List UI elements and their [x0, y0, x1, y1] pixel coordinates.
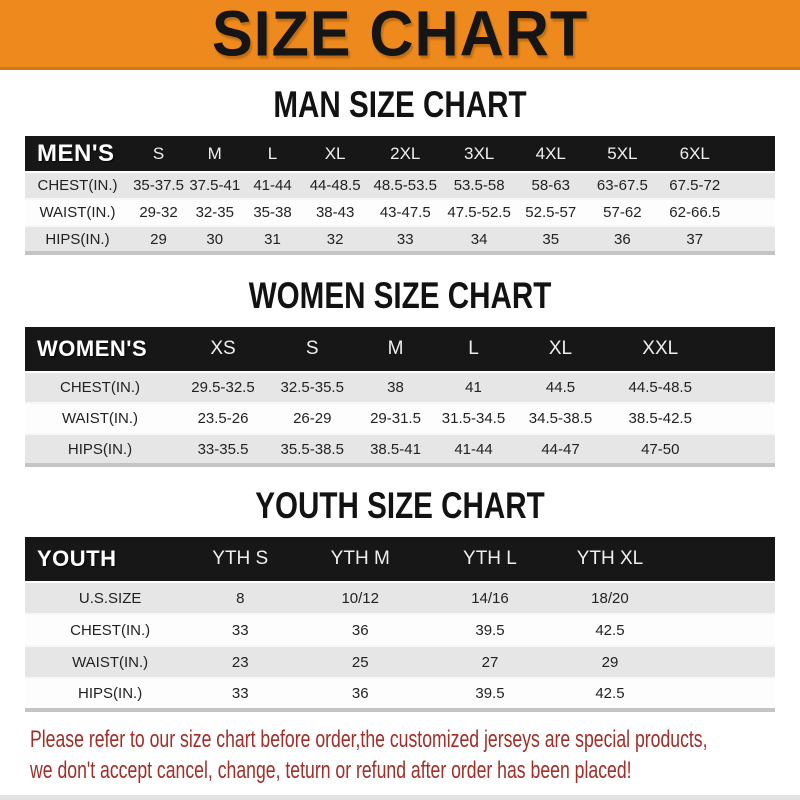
filler-cell: [731, 199, 775, 226]
filler-cell: [675, 582, 775, 614]
size-value-cell: 63-67.5: [596, 177, 648, 194]
size-value-cell: 33-35.5: [197, 440, 249, 458]
size-value-cell: 32-35: [195, 204, 234, 221]
filler-cell: [675, 537, 775, 582]
row-label: CHEST(IN.): [70, 621, 151, 639]
table-row: [25, 646, 775, 678]
disclaimer-line-2: we don't accept cancel, change, teturn or refund after order has been placed!: [30, 757, 632, 784]
youth-section: [0, 487, 800, 712]
women-size-table: [25, 327, 775, 467]
table-row: [25, 614, 775, 646]
size-value-cell: 29: [601, 653, 619, 671]
size-value-cell: 39.5: [475, 621, 505, 639]
table-group-label: WOMEN'S: [25, 327, 175, 372]
column-header: L: [438, 327, 510, 372]
size-value-cell: 27: [481, 653, 499, 671]
size-value-cell: 44.5-48.5: [628, 379, 692, 396]
size-value-cell: 44-48.5: [309, 177, 361, 194]
bottom-edge-strip: [0, 795, 800, 800]
column-header: YTH L: [435, 537, 544, 582]
size-value-cell: 43-47.5: [379, 204, 431, 221]
row-label: WAIST(IN.): [61, 410, 139, 427]
column-header: S: [271, 327, 354, 372]
size-value-cell: 37: [686, 230, 704, 248]
column-header: XL: [303, 136, 368, 172]
size-value-cell: 33: [396, 230, 414, 248]
size-value-cell: 35-37.5: [133, 177, 184, 194]
table-header-row: [25, 136, 775, 172]
size-value-cell: 25: [351, 653, 369, 671]
table-group-label: MEN'S: [25, 136, 130, 172]
men-section: [0, 86, 800, 255]
size-value-cell: 44-47: [541, 440, 580, 458]
row-label: HIPS(IN.): [67, 440, 133, 458]
size-value-cell: 39.5: [475, 685, 505, 702]
row-label: WAIST(IN.): [39, 204, 116, 221]
column-header: YTH S: [195, 537, 285, 582]
row-label: CHEST(IN.): [60, 379, 140, 396]
size-value-cell: 26-29: [293, 410, 332, 427]
size-value-cell: 42.5: [595, 685, 625, 702]
size-value-cell: 41-44: [253, 177, 292, 194]
row-label: CHEST(IN.): [37, 177, 118, 194]
filler-cell: [709, 327, 775, 372]
size-value-cell: 33: [231, 685, 249, 702]
filler-cell: [709, 403, 775, 434]
column-header: 3XL: [443, 136, 516, 172]
size-value-cell: 23.5-26: [197, 410, 249, 427]
table-group-label: YOUTH: [25, 537, 195, 582]
women-section: [0, 277, 800, 467]
size-value-cell: 38.5-42.5: [628, 410, 692, 427]
column-header: S: [130, 136, 187, 172]
row-label: U.S.SIZE: [78, 589, 142, 607]
size-value-cell: 36: [351, 621, 369, 639]
column-header: M: [187, 136, 243, 172]
filler-cell: [709, 434, 775, 465]
size-value-cell: 31.5-34.5: [441, 410, 506, 427]
table-row: [25, 403, 775, 434]
column-header: 2XL: [368, 136, 443, 172]
size-value-cell: 34.5-38.5: [528, 410, 593, 427]
column-header: M: [354, 327, 438, 372]
table-row: [25, 226, 775, 253]
size-value-cell: 35: [542, 230, 560, 248]
filler-cell: [731, 136, 775, 172]
column-header: YTH M: [285, 537, 435, 582]
size-value-cell: 67.5-72: [669, 177, 721, 194]
filler-cell: [731, 226, 775, 253]
banner-title: SIZE CHART: [211, 0, 589, 70]
size-value-cell: 31: [264, 230, 281, 248]
size-value-cell: 41: [465, 379, 482, 396]
youth-size-table: [25, 537, 775, 712]
size-value-cell: 29.5-32.5: [191, 379, 255, 396]
size-value-cell: 10/12: [341, 589, 379, 607]
column-header: 6XL: [659, 136, 731, 172]
women-section-heading: WOMEN SIZE CHART: [248, 275, 552, 316]
size-value-cell: 23: [231, 653, 249, 671]
size-value-cell: 36: [614, 230, 631, 248]
size-value-cell: 47-50: [641, 440, 680, 458]
size-value-cell: 42.5: [595, 621, 625, 639]
size-value-cell: 8: [236, 589, 245, 607]
table-row: [25, 172, 775, 199]
row-label: WAIST(IN.): [72, 653, 149, 671]
size-value-cell: 36: [351, 685, 369, 702]
column-header: 4XL: [516, 136, 586, 172]
disclaimer-line-1: Please refer to our size chart before order,the customized jerseys are special products,: [30, 726, 708, 753]
table-row: [25, 678, 775, 710]
size-value-cell: 41-44: [454, 440, 493, 458]
size-value-cell: 35-38: [253, 204, 292, 221]
size-value-cell: 38.5-41: [370, 440, 421, 458]
table-header-row: [25, 537, 775, 582]
column-header: XS: [175, 327, 271, 372]
filler-cell: [709, 372, 775, 403]
men-size-table: [25, 136, 775, 255]
size-value-cell: 18/20: [591, 589, 629, 607]
size-value-cell: 44.5: [545, 379, 576, 396]
size-value-cell: 29-31.5: [370, 410, 421, 427]
size-value-cell: 53.5-58: [453, 177, 505, 194]
table-row: [25, 582, 775, 614]
size-value-cell: 37.5-41: [189, 177, 241, 194]
row-label: HIPS(IN.): [78, 685, 143, 702]
size-value-cell: 32.5-35.5: [280, 379, 344, 396]
filler-cell: [731, 172, 775, 199]
size-value-cell: 33: [231, 621, 249, 639]
table-row: [25, 434, 775, 465]
size-chart-banner: [0, 0, 800, 70]
row-label: HIPS(IN.): [45, 230, 110, 248]
filler-cell: [675, 614, 775, 646]
column-header: L: [243, 136, 303, 172]
size-value-cell: 34: [470, 230, 488, 248]
column-header: YTH XL: [545, 537, 676, 582]
size-value-cell: 29: [150, 230, 167, 248]
size-value-cell: 14/16: [471, 589, 509, 607]
size-value-cell: 35.5-38.5: [280, 440, 344, 458]
filler-cell: [675, 678, 775, 710]
size-value-cell: 58-63: [531, 177, 570, 194]
size-value-cell: 38-43: [315, 204, 355, 221]
size-value-cell: 57-62: [603, 204, 642, 221]
size-value-cell: 62-66.5: [669, 204, 721, 221]
filler-cell: [675, 646, 775, 678]
disclaimer: [0, 724, 800, 786]
column-header: 5XL: [586, 136, 659, 172]
size-value-cell: 29-32: [139, 204, 178, 221]
table-header-row: [25, 327, 775, 372]
table-row: [25, 372, 775, 403]
column-header: XL: [510, 327, 612, 372]
men-section-heading: MAN SIZE CHART: [273, 84, 527, 125]
size-value-cell: 52.5-57: [525, 204, 577, 221]
size-value-cell: 47.5-52.5: [447, 204, 511, 221]
size-value-cell: 32: [326, 230, 344, 248]
size-value-cell: 48.5-53.5: [373, 177, 437, 194]
youth-section-heading: YOUTH SIZE CHART: [255, 485, 545, 526]
size-value-cell: 38: [387, 379, 404, 396]
column-header: XXL: [612, 327, 710, 372]
size-value-cell: 30: [206, 230, 224, 248]
table-row: [25, 199, 775, 226]
